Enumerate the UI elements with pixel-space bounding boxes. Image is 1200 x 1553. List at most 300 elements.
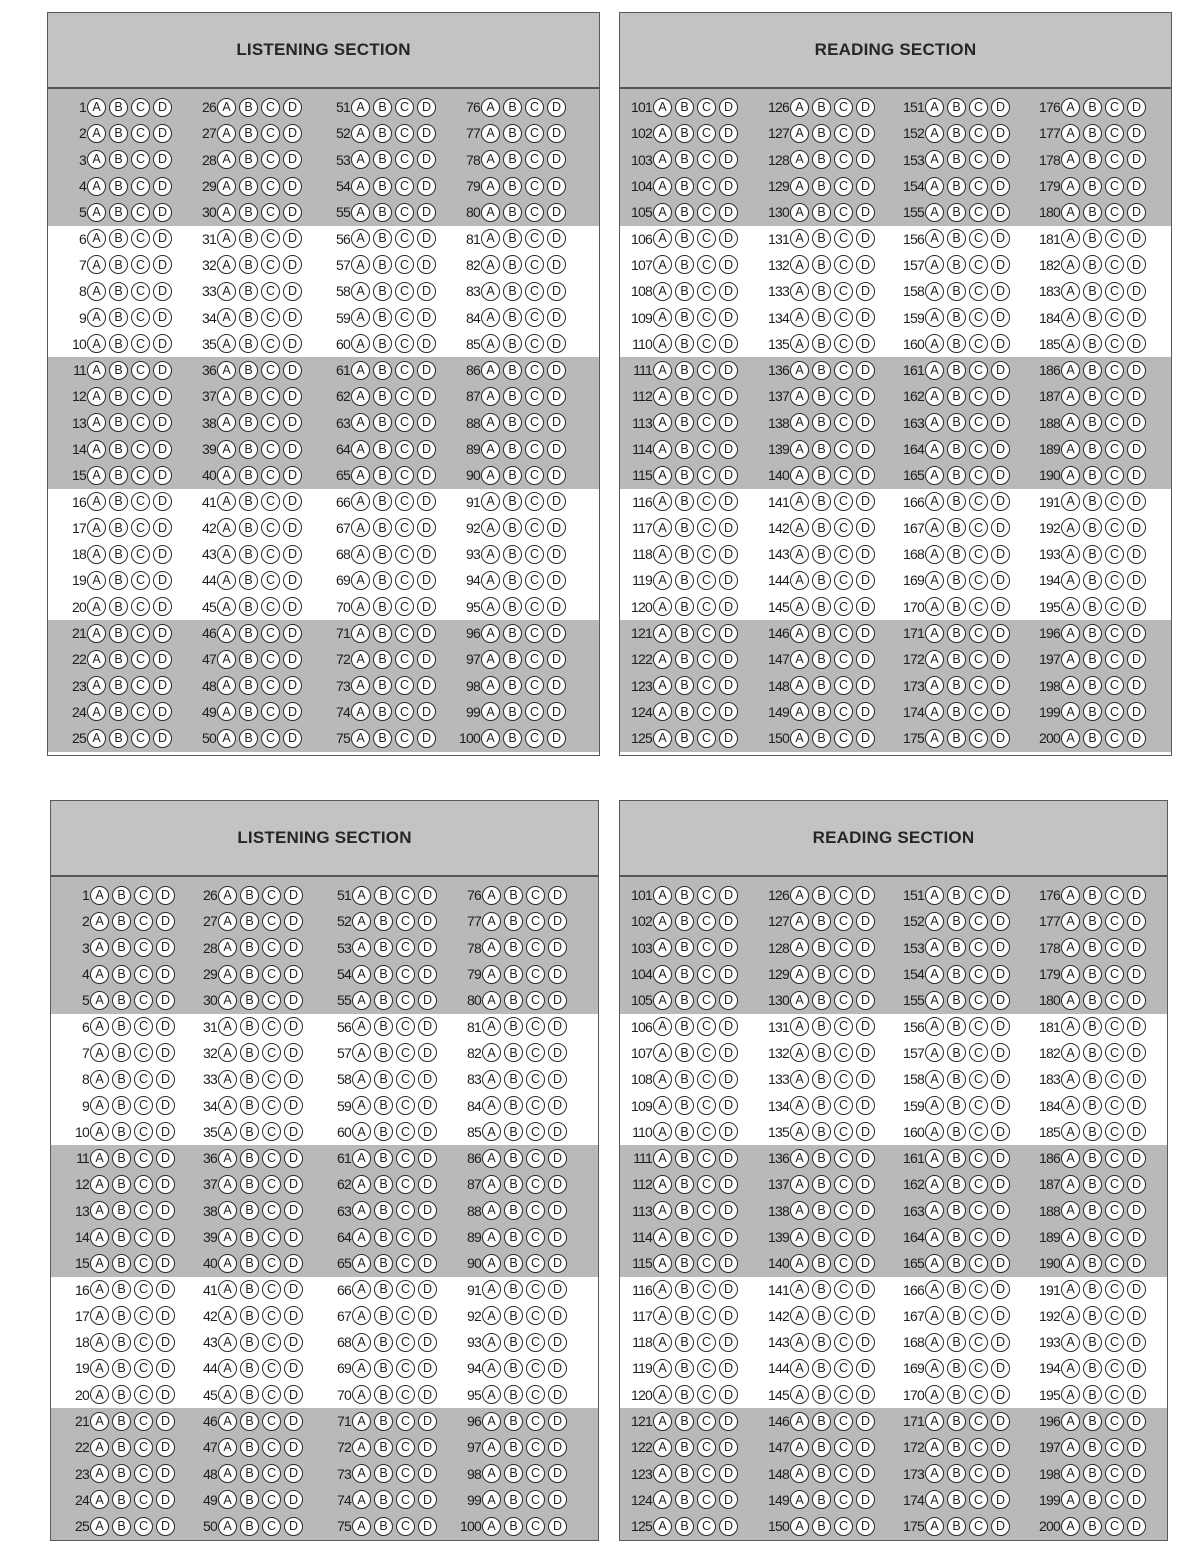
answer-bubble-b[interactable]: B [503, 466, 522, 485]
answer-bubble-a[interactable]: A [90, 991, 109, 1010]
answer-bubble-c[interactable]: C [525, 545, 544, 564]
answer-bubble-b[interactable]: B [503, 203, 522, 222]
answer-bubble-a[interactable]: A [352, 1412, 371, 1431]
answer-bubble-c[interactable]: C [131, 518, 150, 537]
answer-bubble-c[interactable]: C [525, 413, 544, 432]
answer-bubble-a[interactable]: A [925, 1412, 944, 1431]
answer-bubble-a[interactable]: A [352, 1280, 371, 1299]
answer-bubble-a[interactable]: A [790, 1306, 809, 1325]
answer-bubble-c[interactable]: C [134, 912, 153, 931]
answer-bubble-b[interactable]: B [675, 387, 694, 406]
answer-bubble-d[interactable]: D [417, 150, 436, 169]
answer-bubble-d[interactable]: D [856, 334, 875, 353]
answer-bubble-a[interactable]: A [351, 597, 370, 616]
answer-bubble-c[interactable]: C [834, 1359, 853, 1378]
answer-bubble-b[interactable]: B [504, 1464, 523, 1483]
answer-bubble-a[interactable]: A [1061, 676, 1080, 695]
answer-bubble-d[interactable]: D [991, 440, 1010, 459]
answer-bubble-a[interactable]: A [87, 229, 106, 248]
answer-bubble-d[interactable]: D [856, 308, 875, 327]
answer-bubble-d[interactable]: D [1127, 308, 1146, 327]
answer-bubble-b[interactable]: B [1083, 203, 1102, 222]
answer-bubble-b[interactable]: B [240, 1096, 259, 1115]
answer-bubble-d[interactable]: D [719, 676, 738, 695]
answer-bubble-d[interactable]: D [284, 1359, 303, 1378]
answer-bubble-c[interactable]: C [526, 1359, 545, 1378]
answer-bubble-b[interactable]: B [947, 676, 966, 695]
answer-bubble-d[interactable]: D [856, 545, 875, 564]
answer-bubble-a[interactable]: A [653, 1517, 672, 1536]
answer-bubble-d[interactable]: D [418, 1017, 437, 1036]
answer-bubble-a[interactable]: A [790, 991, 809, 1010]
answer-bubble-c[interactable]: C [969, 1017, 988, 1036]
answer-bubble-a[interactable]: A [653, 387, 672, 406]
answer-bubble-a[interactable]: A [87, 466, 106, 485]
answer-bubble-d[interactable]: D [1127, 1254, 1146, 1273]
answer-bubble-a[interactable]: A [925, 518, 944, 537]
answer-bubble-a[interactable]: A [925, 492, 944, 511]
answer-bubble-c[interactable]: C [969, 98, 988, 117]
answer-bubble-c[interactable]: C [525, 124, 544, 143]
answer-bubble-c[interactable]: C [1105, 255, 1124, 274]
answer-bubble-d[interactable]: D [283, 334, 302, 353]
answer-bubble-d[interactable]: D [1127, 1385, 1146, 1404]
answer-bubble-d[interactable]: D [548, 1412, 567, 1431]
answer-bubble-d[interactable]: D [418, 1096, 437, 1115]
answer-bubble-d[interactable]: D [856, 229, 875, 248]
answer-bubble-c[interactable]: C [834, 624, 853, 643]
answer-bubble-b[interactable]: B [947, 1517, 966, 1536]
answer-bubble-d[interactable]: D [856, 991, 875, 1010]
answer-bubble-c[interactable]: C [697, 1490, 716, 1509]
answer-bubble-c[interactable]: C [131, 440, 150, 459]
answer-bubble-d[interactable]: D [719, 1280, 738, 1299]
answer-bubble-c[interactable]: C [697, 1043, 716, 1062]
answer-bubble-a[interactable]: A [87, 518, 106, 537]
answer-bubble-b[interactable]: B [947, 1333, 966, 1352]
answer-bubble-d[interactable]: D [991, 597, 1010, 616]
answer-bubble-b[interactable]: B [675, 1280, 694, 1299]
answer-bubble-b[interactable]: B [1083, 650, 1102, 669]
answer-bubble-b[interactable]: B [947, 98, 966, 117]
answer-bubble-d[interactable]: D [548, 1464, 567, 1483]
answer-bubble-c[interactable]: C [526, 1096, 545, 1115]
answer-bubble-b[interactable]: B [675, 676, 694, 695]
answer-bubble-a[interactable]: A [653, 702, 672, 721]
answer-bubble-b[interactable]: B [504, 1385, 523, 1404]
answer-bubble-c[interactable]: C [134, 1096, 153, 1115]
answer-bubble-a[interactable]: A [790, 1412, 809, 1431]
answer-bubble-c[interactable]: C [834, 282, 853, 301]
answer-bubble-b[interactable]: B [109, 282, 128, 301]
answer-bubble-b[interactable]: B [947, 150, 966, 169]
answer-bubble-b[interactable]: B [947, 1175, 966, 1194]
answer-bubble-d[interactable]: D [418, 1359, 437, 1378]
answer-bubble-b[interactable]: B [1083, 1228, 1102, 1247]
answer-bubble-a[interactable]: A [482, 1333, 501, 1352]
answer-bubble-b[interactable]: B [374, 1464, 393, 1483]
answer-bubble-c[interactable]: C [262, 1175, 281, 1194]
answer-bubble-a[interactable]: A [218, 1438, 237, 1457]
answer-bubble-d[interactable]: D [991, 98, 1010, 117]
answer-bubble-d[interactable]: D [1127, 124, 1146, 143]
answer-bubble-c[interactable]: C [697, 413, 716, 432]
answer-bubble-b[interactable]: B [947, 965, 966, 984]
answer-bubble-a[interactable]: A [217, 597, 236, 616]
answer-bubble-c[interactable]: C [262, 912, 281, 931]
answer-bubble-b[interactable]: B [112, 938, 131, 957]
answer-bubble-d[interactable]: D [153, 466, 172, 485]
answer-bubble-b[interactable]: B [1083, 597, 1102, 616]
answer-bubble-d[interactable]: D [719, 571, 738, 590]
answer-bubble-a[interactable]: A [925, 466, 944, 485]
answer-bubble-a[interactable]: A [218, 991, 237, 1010]
answer-bubble-d[interactable]: D [719, 440, 738, 459]
answer-bubble-a[interactable]: A [1061, 1017, 1080, 1036]
answer-bubble-a[interactable]: A [351, 466, 370, 485]
answer-bubble-d[interactable]: D [991, 1490, 1010, 1509]
answer-bubble-c[interactable]: C [134, 1254, 153, 1273]
answer-bubble-b[interactable]: B [812, 1490, 831, 1509]
answer-bubble-b[interactable]: B [503, 229, 522, 248]
answer-bubble-b[interactable]: B [675, 308, 694, 327]
answer-bubble-b[interactable]: B [812, 1096, 831, 1115]
answer-bubble-b[interactable]: B [812, 334, 831, 353]
answer-bubble-b[interactable]: B [675, 1385, 694, 1404]
answer-bubble-c[interactable]: C [1105, 1280, 1124, 1299]
answer-bubble-c[interactable]: C [1105, 965, 1124, 984]
answer-bubble-b[interactable]: B [1083, 1517, 1102, 1536]
answer-bubble-a[interactable]: A [1061, 650, 1080, 669]
answer-bubble-c[interactable]: C [526, 938, 545, 957]
answer-bubble-a[interactable]: A [351, 518, 370, 537]
answer-bubble-c[interactable]: C [395, 676, 414, 695]
answer-bubble-b[interactable]: B [504, 1017, 523, 1036]
answer-bubble-d[interactable]: D [991, 255, 1010, 274]
answer-bubble-b[interactable]: B [504, 1149, 523, 1168]
answer-bubble-a[interactable]: A [217, 98, 236, 117]
answer-bubble-d[interactable]: D [418, 1438, 437, 1457]
answer-bubble-c[interactable]: C [396, 1412, 415, 1431]
answer-bubble-b[interactable]: B [374, 965, 393, 984]
answer-bubble-c[interactable]: C [969, 1359, 988, 1378]
answer-bubble-a[interactable]: A [87, 624, 106, 643]
answer-bubble-b[interactable]: B [947, 387, 966, 406]
answer-bubble-d[interactable]: D [856, 518, 875, 537]
answer-bubble-b[interactable]: B [1083, 413, 1102, 432]
answer-bubble-b[interactable]: B [947, 1228, 966, 1247]
answer-bubble-d[interactable]: D [548, 1070, 567, 1089]
answer-bubble-d[interactable]: D [991, 702, 1010, 721]
answer-bubble-d[interactable]: D [991, 1280, 1010, 1299]
answer-bubble-a[interactable]: A [481, 440, 500, 459]
answer-bubble-b[interactable]: B [373, 229, 392, 248]
answer-bubble-a[interactable]: A [790, 413, 809, 432]
answer-bubble-a[interactable]: A [218, 1228, 237, 1247]
answer-bubble-b[interactable]: B [812, 1122, 831, 1141]
answer-bubble-c[interactable]: C [395, 545, 414, 564]
answer-bubble-b[interactable]: B [109, 98, 128, 117]
answer-bubble-b[interactable]: B [675, 1096, 694, 1115]
answer-bubble-a[interactable]: A [90, 1359, 109, 1378]
answer-bubble-b[interactable]: B [503, 545, 522, 564]
answer-bubble-a[interactable]: A [87, 387, 106, 406]
answer-bubble-b[interactable]: B [373, 413, 392, 432]
answer-bubble-c[interactable]: C [697, 965, 716, 984]
answer-bubble-d[interactable]: D [417, 466, 436, 485]
answer-bubble-d[interactable]: D [283, 545, 302, 564]
answer-bubble-a[interactable]: A [90, 1201, 109, 1220]
answer-bubble-a[interactable]: A [481, 702, 500, 721]
answer-bubble-b[interactable]: B [374, 1175, 393, 1194]
answer-bubble-b[interactable]: B [373, 203, 392, 222]
answer-bubble-d[interactable]: D [153, 440, 172, 459]
answer-bubble-a[interactable]: A [217, 229, 236, 248]
answer-bubble-d[interactable]: D [719, 1438, 738, 1457]
answer-bubble-d[interactable]: D [153, 545, 172, 564]
answer-bubble-c[interactable]: C [525, 624, 544, 643]
answer-bubble-c[interactable]: C [526, 1412, 545, 1431]
answer-bubble-c[interactable]: C [131, 124, 150, 143]
answer-bubble-c[interactable]: C [834, 334, 853, 353]
answer-bubble-c[interactable]: C [969, 387, 988, 406]
answer-bubble-c[interactable]: C [525, 597, 544, 616]
answer-bubble-b[interactable]: B [239, 150, 258, 169]
answer-bubble-c[interactable]: C [969, 965, 988, 984]
answer-bubble-c[interactable]: C [134, 1490, 153, 1509]
answer-bubble-d[interactable]: D [284, 1280, 303, 1299]
answer-bubble-b[interactable]: B [240, 1017, 259, 1036]
answer-bubble-d[interactable]: D [1127, 991, 1146, 1010]
answer-bubble-b[interactable]: B [374, 1438, 393, 1457]
answer-bubble-c[interactable]: C [969, 1280, 988, 1299]
answer-bubble-b[interactable]: B [239, 624, 258, 643]
answer-bubble-b[interactable]: B [109, 440, 128, 459]
answer-bubble-d[interactable]: D [1127, 938, 1146, 957]
answer-bubble-a[interactable]: A [90, 1438, 109, 1457]
answer-bubble-d[interactable]: D [856, 1464, 875, 1483]
answer-bubble-a[interactable]: A [790, 571, 809, 590]
answer-bubble-a[interactable]: A [87, 545, 106, 564]
answer-bubble-b[interactable]: B [373, 676, 392, 695]
answer-bubble-a[interactable]: A [352, 1359, 371, 1378]
answer-bubble-a[interactable]: A [352, 1490, 371, 1509]
answer-bubble-d[interactable]: D [719, 518, 738, 537]
answer-bubble-a[interactable]: A [481, 177, 500, 196]
answer-bubble-d[interactable]: D [283, 203, 302, 222]
answer-bubble-a[interactable]: A [790, 938, 809, 957]
answer-bubble-c[interactable]: C [131, 98, 150, 117]
answer-bubble-a[interactable]: A [790, 98, 809, 117]
answer-bubble-b[interactable]: B [1083, 1359, 1102, 1378]
answer-bubble-c[interactable]: C [697, 124, 716, 143]
answer-bubble-c[interactable]: C [834, 1438, 853, 1457]
answer-bubble-d[interactable]: D [991, 729, 1010, 748]
answer-bubble-a[interactable]: A [481, 334, 500, 353]
answer-bubble-c[interactable]: C [262, 1096, 281, 1115]
answer-bubble-c[interactable]: C [261, 387, 280, 406]
answer-bubble-a[interactable]: A [351, 387, 370, 406]
answer-bubble-d[interactable]: D [1127, 886, 1146, 905]
answer-bubble-a[interactable]: A [925, 886, 944, 905]
answer-bubble-a[interactable]: A [351, 650, 370, 669]
answer-bubble-d[interactable]: D [547, 387, 566, 406]
answer-bubble-a[interactable]: A [653, 1333, 672, 1352]
answer-bubble-d[interactable]: D [991, 334, 1010, 353]
answer-bubble-a[interactable]: A [87, 177, 106, 196]
answer-bubble-a[interactable]: A [1061, 702, 1080, 721]
answer-bubble-c[interactable]: C [834, 177, 853, 196]
answer-bubble-a[interactable]: A [481, 518, 500, 537]
answer-bubble-c[interactable]: C [134, 1122, 153, 1141]
answer-bubble-a[interactable]: A [90, 1464, 109, 1483]
answer-bubble-d[interactable]: D [1127, 1122, 1146, 1141]
answer-bubble-d[interactable]: D [991, 124, 1010, 143]
answer-bubble-d[interactable]: D [418, 1070, 437, 1089]
answer-bubble-b[interactable]: B [1083, 150, 1102, 169]
answer-bubble-c[interactable]: C [526, 1385, 545, 1404]
answer-bubble-b[interactable]: B [812, 1517, 831, 1536]
answer-bubble-c[interactable]: C [969, 1438, 988, 1457]
answer-bubble-d[interactable]: D [1127, 440, 1146, 459]
answer-bubble-d[interactable]: D [1127, 1306, 1146, 1325]
answer-bubble-a[interactable]: A [87, 203, 106, 222]
answer-bubble-a[interactable]: A [351, 624, 370, 643]
answer-bubble-c[interactable]: C [969, 1122, 988, 1141]
answer-bubble-d[interactable]: D [548, 1280, 567, 1299]
answer-bubble-b[interactable]: B [947, 361, 966, 380]
answer-bubble-c[interactable]: C [834, 255, 853, 274]
answer-bubble-d[interactable]: D [991, 466, 1010, 485]
answer-bubble-d[interactable]: D [856, 1517, 875, 1536]
answer-bubble-d[interactable]: D [719, 282, 738, 301]
answer-bubble-d[interactable]: D [547, 229, 566, 248]
answer-bubble-a[interactable]: A [352, 912, 371, 931]
answer-bubble-a[interactable]: A [653, 650, 672, 669]
answer-bubble-a[interactable]: A [1061, 1385, 1080, 1404]
answer-bubble-d[interactable]: D [991, 1070, 1010, 1089]
answer-bubble-d[interactable]: D [418, 1306, 437, 1325]
answer-bubble-b[interactable]: B [947, 492, 966, 511]
answer-bubble-d[interactable]: D [156, 991, 175, 1010]
answer-bubble-b[interactable]: B [1083, 1149, 1102, 1168]
answer-bubble-d[interactable]: D [856, 1043, 875, 1062]
answer-bubble-a[interactable]: A [352, 1122, 371, 1141]
answer-bubble-d[interactable]: D [547, 729, 566, 748]
answer-bubble-c[interactable]: C [395, 334, 414, 353]
answer-bubble-a[interactable]: A [1061, 440, 1080, 459]
answer-bubble-c[interactable]: C [526, 1464, 545, 1483]
answer-bubble-b[interactable]: B [240, 1070, 259, 1089]
answer-bubble-b[interactable]: B [812, 177, 831, 196]
answer-bubble-a[interactable]: A [217, 413, 236, 432]
answer-bubble-b[interactable]: B [109, 492, 128, 511]
answer-bubble-c[interactable]: C [1105, 203, 1124, 222]
answer-bubble-a[interactable]: A [87, 702, 106, 721]
answer-bubble-a[interactable]: A [925, 1517, 944, 1536]
answer-bubble-a[interactable]: A [351, 229, 370, 248]
answer-bubble-c[interactable]: C [395, 518, 414, 537]
answer-bubble-b[interactable]: B [373, 545, 392, 564]
answer-bubble-a[interactable]: A [925, 1385, 944, 1404]
answer-bubble-d[interactable]: D [856, 440, 875, 459]
answer-bubble-b[interactable]: B [812, 1043, 831, 1062]
answer-bubble-b[interactable]: B [109, 518, 128, 537]
answer-bubble-a[interactable]: A [90, 1333, 109, 1352]
answer-bubble-a[interactable]: A [218, 1175, 237, 1194]
answer-bubble-c[interactable]: C [834, 440, 853, 459]
answer-bubble-c[interactable]: C [525, 729, 544, 748]
answer-bubble-c[interactable]: C [396, 965, 415, 984]
answer-bubble-b[interactable]: B [675, 492, 694, 511]
answer-bubble-b[interactable]: B [947, 177, 966, 196]
answer-bubble-d[interactable]: D [156, 1517, 175, 1536]
answer-bubble-b[interactable]: B [812, 1254, 831, 1273]
answer-bubble-d[interactable]: D [156, 1306, 175, 1325]
answer-bubble-c[interactable]: C [969, 886, 988, 905]
answer-bubble-d[interactable]: D [547, 203, 566, 222]
answer-bubble-c[interactable]: C [697, 282, 716, 301]
answer-bubble-d[interactable]: D [547, 255, 566, 274]
answer-bubble-b[interactable]: B [503, 334, 522, 353]
answer-bubble-b[interactable]: B [675, 518, 694, 537]
answer-bubble-c[interactable]: C [697, 545, 716, 564]
answer-bubble-d[interactable]: D [719, 1149, 738, 1168]
answer-bubble-d[interactable]: D [156, 1175, 175, 1194]
answer-bubble-c[interactable]: C [834, 308, 853, 327]
answer-bubble-c[interactable]: C [262, 991, 281, 1010]
answer-bubble-a[interactable]: A [925, 1096, 944, 1115]
answer-bubble-a[interactable]: A [925, 597, 944, 616]
answer-bubble-b[interactable]: B [947, 729, 966, 748]
answer-bubble-d[interactable]: D [548, 1122, 567, 1141]
answer-bubble-c[interactable]: C [396, 1490, 415, 1509]
answer-bubble-b[interactable]: B [1083, 1254, 1102, 1273]
answer-bubble-a[interactable]: A [925, 1438, 944, 1457]
answer-bubble-a[interactable]: A [925, 387, 944, 406]
answer-bubble-a[interactable]: A [1061, 1517, 1080, 1536]
answer-bubble-a[interactable]: A [653, 518, 672, 537]
answer-bubble-a[interactable]: A [218, 1333, 237, 1352]
answer-bubble-b[interactable]: B [109, 466, 128, 485]
answer-bubble-c[interactable]: C [1105, 98, 1124, 117]
answer-bubble-c[interactable]: C [969, 545, 988, 564]
answer-bubble-b[interactable]: B [812, 1280, 831, 1299]
answer-bubble-b[interactable]: B [675, 729, 694, 748]
answer-bubble-d[interactable]: D [991, 1043, 1010, 1062]
answer-bubble-c[interactable]: C [969, 1175, 988, 1194]
answer-bubble-d[interactable]: D [284, 1412, 303, 1431]
answer-bubble-d[interactable]: D [283, 492, 302, 511]
answer-bubble-d[interactable]: D [548, 1438, 567, 1457]
answer-bubble-a[interactable]: A [1061, 1175, 1080, 1194]
answer-bubble-b[interactable]: B [373, 650, 392, 669]
answer-bubble-b[interactable]: B [1083, 308, 1102, 327]
answer-bubble-a[interactable]: A [217, 571, 236, 590]
answer-bubble-d[interactable]: D [153, 597, 172, 616]
answer-bubble-d[interactable]: D [991, 492, 1010, 511]
answer-bubble-c[interactable]: C [131, 492, 150, 511]
answer-bubble-b[interactable]: B [239, 229, 258, 248]
answer-bubble-c[interactable]: C [134, 1149, 153, 1168]
answer-bubble-b[interactable]: B [374, 1359, 393, 1378]
answer-bubble-c[interactable]: C [969, 1333, 988, 1352]
answer-bubble-a[interactable]: A [1061, 624, 1080, 643]
answer-bubble-c[interactable]: C [969, 466, 988, 485]
answer-bubble-c[interactable]: C [395, 282, 414, 301]
answer-bubble-a[interactable]: A [482, 886, 501, 905]
answer-bubble-d[interactable]: D [284, 965, 303, 984]
